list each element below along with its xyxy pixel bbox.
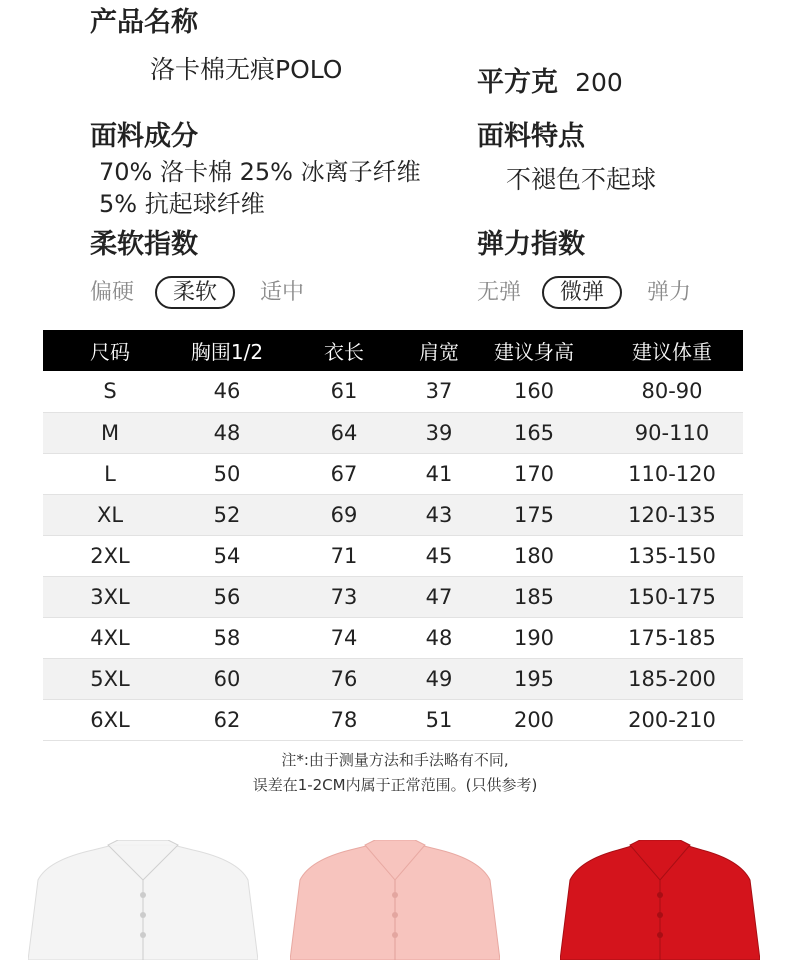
softness-option-medium: 适中 xyxy=(260,280,305,305)
table-row xyxy=(43,658,743,699)
softness-option-selected: 柔软 xyxy=(155,276,235,309)
cell-height: 190 xyxy=(467,617,601,658)
composition-label: 面料成分 xyxy=(90,121,198,152)
table-row xyxy=(43,576,743,617)
table-row xyxy=(43,412,743,453)
cell-weight: 185-200 xyxy=(601,658,743,699)
cell-size: 2XL xyxy=(43,535,177,576)
product-name-value: 洛卡棉无痕POLO xyxy=(150,55,343,84)
cell-chest: 48 xyxy=(177,412,277,453)
cell-chest: 60 xyxy=(177,658,277,699)
cell-chest: 50 xyxy=(177,453,277,494)
cell-size: 6XL xyxy=(43,699,177,740)
cell-size: 3XL xyxy=(43,576,177,617)
cell-chest: 52 xyxy=(177,494,277,535)
table-row xyxy=(43,617,743,658)
pink-polo-shirt-image xyxy=(290,840,500,960)
feature-value: 不褪色不起球 xyxy=(506,165,657,194)
cell-height: 195 xyxy=(467,658,601,699)
softness-option-hard: 偏硬 xyxy=(90,280,135,305)
cell-length: 76 xyxy=(277,658,411,699)
cell-chest: 62 xyxy=(177,699,277,740)
elasticity-option-selected: 微弹 xyxy=(542,276,622,309)
elasticity-option-high: 弹力 xyxy=(647,280,692,305)
cell-height: 185 xyxy=(467,576,601,617)
cell-height: 165 xyxy=(467,412,601,453)
cell-weight: 80-90 xyxy=(601,371,743,412)
cell-weight: 110-120 xyxy=(601,453,743,494)
cell-height: 200 xyxy=(467,699,601,740)
cell-weight: 150-175 xyxy=(601,576,743,617)
feature-label: 面料特点 xyxy=(477,121,585,152)
cell-height: 180 xyxy=(467,535,601,576)
table-row xyxy=(43,371,743,412)
table-row xyxy=(43,494,743,535)
size-table-header xyxy=(43,330,743,371)
cell-shoulder: 41 xyxy=(411,453,467,494)
cell-weight: 135-150 xyxy=(601,535,743,576)
note-line-2: 误差在1-2CM内属于正常范围。(只供参考) xyxy=(252,776,538,794)
cell-length: 71 xyxy=(277,535,411,576)
cell-shoulder: 43 xyxy=(411,494,467,535)
cell-length: 78 xyxy=(277,699,411,740)
softness-label: 柔软指数 xyxy=(90,229,198,260)
table-row xyxy=(43,535,743,576)
cell-shoulder: 39 xyxy=(411,412,467,453)
cell-shoulder: 48 xyxy=(411,617,467,658)
cell-shoulder: 47 xyxy=(411,576,467,617)
red-polo-shirt-image xyxy=(560,840,760,960)
product-name-label: 产品名称 xyxy=(90,7,198,38)
header-shoulder: 肩宽 xyxy=(411,330,467,371)
cell-shoulder: 45 xyxy=(411,535,467,576)
cell-weight: 120-135 xyxy=(601,494,743,535)
cell-shoulder: 37 xyxy=(411,371,467,412)
cell-chest: 46 xyxy=(177,371,277,412)
cell-size: 5XL xyxy=(43,658,177,699)
composition-line2: 5% 抗起球纤维 xyxy=(99,190,265,218)
size-table xyxy=(43,330,743,741)
cell-height: 160 xyxy=(467,371,601,412)
note-line-1: 注*:由于测量方法和手法略有不同, xyxy=(281,751,509,769)
cell-size: M xyxy=(43,412,177,453)
cell-weight: 200-210 xyxy=(601,699,743,740)
cell-length: 74 xyxy=(277,617,411,658)
cell-length: 73 xyxy=(277,576,411,617)
table-row xyxy=(43,699,743,740)
cell-weight: 175-185 xyxy=(601,617,743,658)
composition-line1: 70% 洛卡棉 25% 冰离子纤维 xyxy=(99,158,421,186)
elasticity-scale xyxy=(477,275,691,306)
gsm-row xyxy=(477,60,623,99)
cell-size: L xyxy=(43,453,177,494)
header-length: 衣长 xyxy=(277,330,411,371)
header-weight: 建议体重 xyxy=(601,330,743,371)
softness-scale xyxy=(90,275,304,306)
cell-length: 61 xyxy=(277,371,411,412)
cell-size: 4XL xyxy=(43,617,177,658)
header-height: 建议身高 xyxy=(467,330,601,371)
gsm-value: 200 xyxy=(575,68,623,97)
gsm-label: 平方克 xyxy=(477,67,558,98)
cell-shoulder: 51 xyxy=(411,699,467,740)
cell-height: 175 xyxy=(467,494,601,535)
cell-size: XL xyxy=(43,494,177,535)
cell-length: 69 xyxy=(277,494,411,535)
cell-size: S xyxy=(43,371,177,412)
elasticity-option-none: 无弹 xyxy=(477,280,522,305)
cell-length: 67 xyxy=(277,453,411,494)
cell-chest: 56 xyxy=(177,576,277,617)
elasticity-label: 弹力指数 xyxy=(477,229,585,260)
header-size: 尺码 xyxy=(43,330,177,371)
header-chest: 胸围1/2 xyxy=(177,330,277,371)
cell-shoulder: 49 xyxy=(411,658,467,699)
white-polo-shirt-image xyxy=(28,840,258,960)
cell-chest: 58 xyxy=(177,617,277,658)
table-row xyxy=(43,453,743,494)
cell-height: 170 xyxy=(467,453,601,494)
cell-weight: 90-110 xyxy=(601,412,743,453)
cell-chest: 54 xyxy=(177,535,277,576)
cell-length: 64 xyxy=(277,412,411,453)
